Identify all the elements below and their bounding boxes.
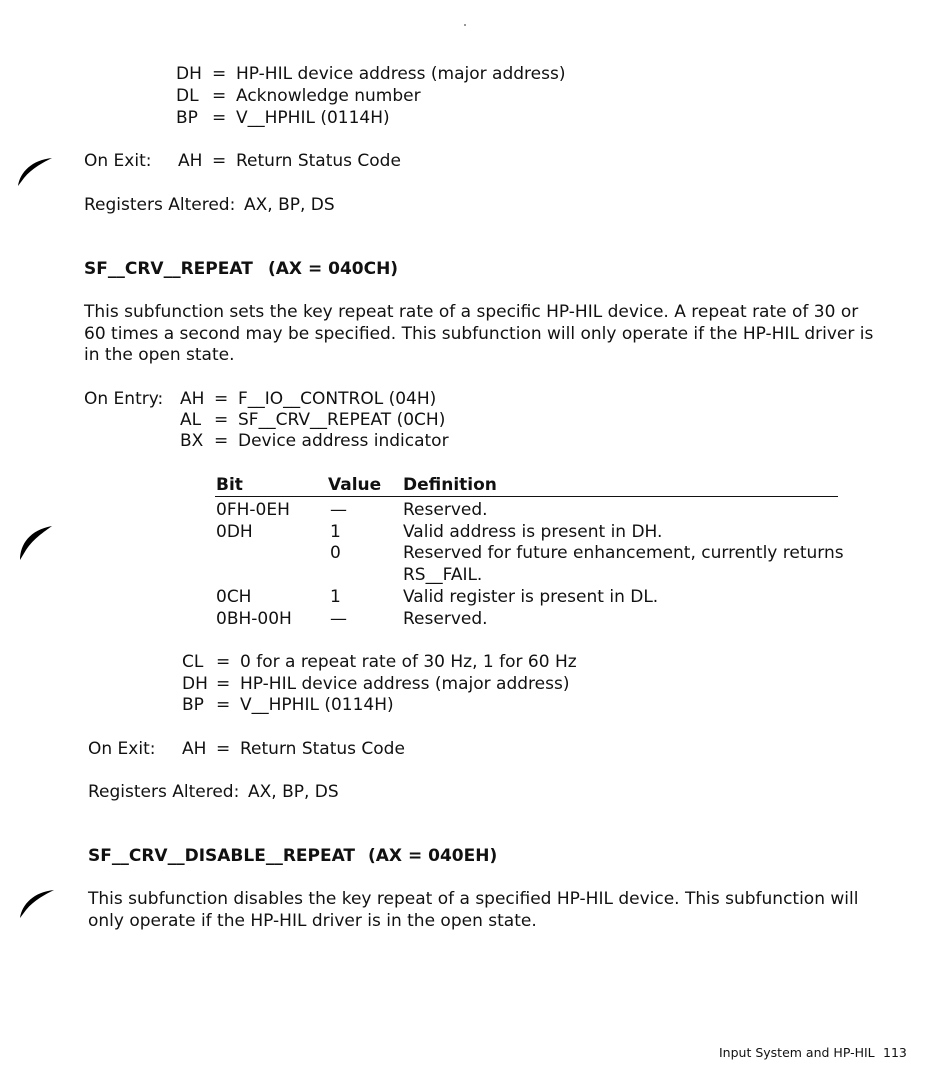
table-cell-value: 0	[330, 543, 341, 563]
param-eq: =	[214, 389, 229, 409]
param-eq: =	[216, 695, 231, 715]
param-eq: =	[212, 64, 227, 84]
table-cell-value: 1	[330, 587, 341, 607]
param-reg: AH	[178, 151, 203, 171]
table-cell-value: —	[330, 609, 347, 629]
binder-hole-mark	[16, 882, 56, 922]
param-reg: BP	[182, 695, 204, 715]
table-cell-value: —	[330, 500, 347, 520]
section-heading-name: SF__CRV__REPEAT	[84, 259, 253, 279]
table-cell-value: 1	[330, 522, 341, 542]
param-desc: Acknowledge number	[236, 86, 421, 106]
param-eq: =	[216, 674, 231, 694]
param-desc: V__HPHIL (0114H)	[240, 695, 394, 715]
param-eq: =	[214, 431, 229, 451]
param-desc: F__IO__CONTROL (04H)	[238, 389, 437, 409]
table-cell-definition: Reserved.	[403, 500, 488, 520]
scan-speck	[464, 24, 466, 26]
table-cell-definition: Valid register is present in DL.	[403, 587, 659, 607]
section-heading-code: (AX = 040EH)	[368, 846, 498, 866]
param-desc: Return Status Code	[236, 151, 401, 171]
table-cell-definition: Reserved.	[403, 609, 488, 629]
table-header-definition: Definition	[403, 475, 497, 495]
param-reg: DH	[176, 64, 202, 84]
param-eq: =	[214, 410, 229, 430]
param-eq: =	[212, 108, 227, 128]
table-cell-bit: 0BH-00H	[216, 609, 292, 629]
param-desc: SF__CRV__REPEAT (0CH)	[238, 410, 446, 430]
table-header-bit: Bit	[216, 475, 243, 495]
param-reg: AH	[180, 389, 205, 409]
param-eq: =	[216, 739, 231, 759]
param-desc: HP-HIL device address (major address)	[240, 674, 570, 694]
section-paragraph: This subfunction sets the key repeat rate of a specific HP-HIL device. A repeat rate of 30 or 60 times a second may be specified. This subfunction will only operate if the HP-HIL driver is in the open state.	[84, 302, 874, 365]
param-reg: DL	[176, 86, 199, 106]
param-desc: V__HPHIL (0114H)	[236, 108, 390, 128]
footer-title: Input System and HP-HIL	[719, 1045, 875, 1060]
param-eq: =	[212, 86, 227, 106]
registers-altered-label: Registers Altered:	[88, 782, 240, 802]
param-eq: =	[216, 652, 231, 672]
binder-hole-mark	[14, 520, 54, 560]
on-exit-label: On Exit:	[84, 151, 152, 171]
on-exit-label: On Exit:	[88, 739, 156, 759]
param-eq: =	[212, 151, 227, 171]
binder-hole-mark	[14, 150, 54, 190]
page-number: 113	[883, 1045, 907, 1060]
registers-altered-label: Registers Altered:	[84, 195, 236, 215]
table-cell-definition: Valid address is present in DH.	[403, 522, 663, 542]
on-entry-label: On Entry:	[84, 389, 164, 409]
param-desc: HP-HIL device address (major address)	[236, 64, 566, 84]
table-header-rule	[215, 496, 838, 497]
section-heading-code: (AX = 040CH)	[268, 259, 399, 279]
param-reg: CL	[182, 652, 204, 672]
param-desc: Device address indicator	[238, 431, 449, 451]
registers-altered-value: AX, BP, DS	[244, 195, 335, 215]
param-desc: 0 for a repeat rate of 30 Hz, 1 for 60 Hz	[240, 652, 577, 672]
section-paragraph: This subfunction disables the key repeat of a specified HP-HIL device. This subfunction will only operate if the HP-HIL driver is in the open state.	[88, 889, 859, 931]
param-reg: AH	[182, 739, 207, 759]
param-desc: Return Status Code	[240, 739, 405, 759]
registers-altered-value: AX, BP, DS	[248, 782, 339, 802]
section-heading-name: SF__CRV__DISABLE__REPEAT	[88, 846, 356, 866]
table-cell-bit: 0CH	[216, 587, 252, 607]
table-header-value: Value	[328, 475, 382, 495]
param-reg: BP	[176, 108, 198, 128]
param-reg: BX	[180, 431, 204, 451]
table-cell-bit: 0FH-0EH	[216, 500, 290, 520]
table-cell-bit: 0DH	[216, 522, 253, 542]
table-cell-definition: RS__FAIL.	[403, 565, 483, 585]
param-reg: DH	[182, 674, 208, 694]
table-cell-definition: Reserved for future enhancement, currently returns	[403, 543, 844, 563]
param-reg: AL	[180, 410, 202, 430]
